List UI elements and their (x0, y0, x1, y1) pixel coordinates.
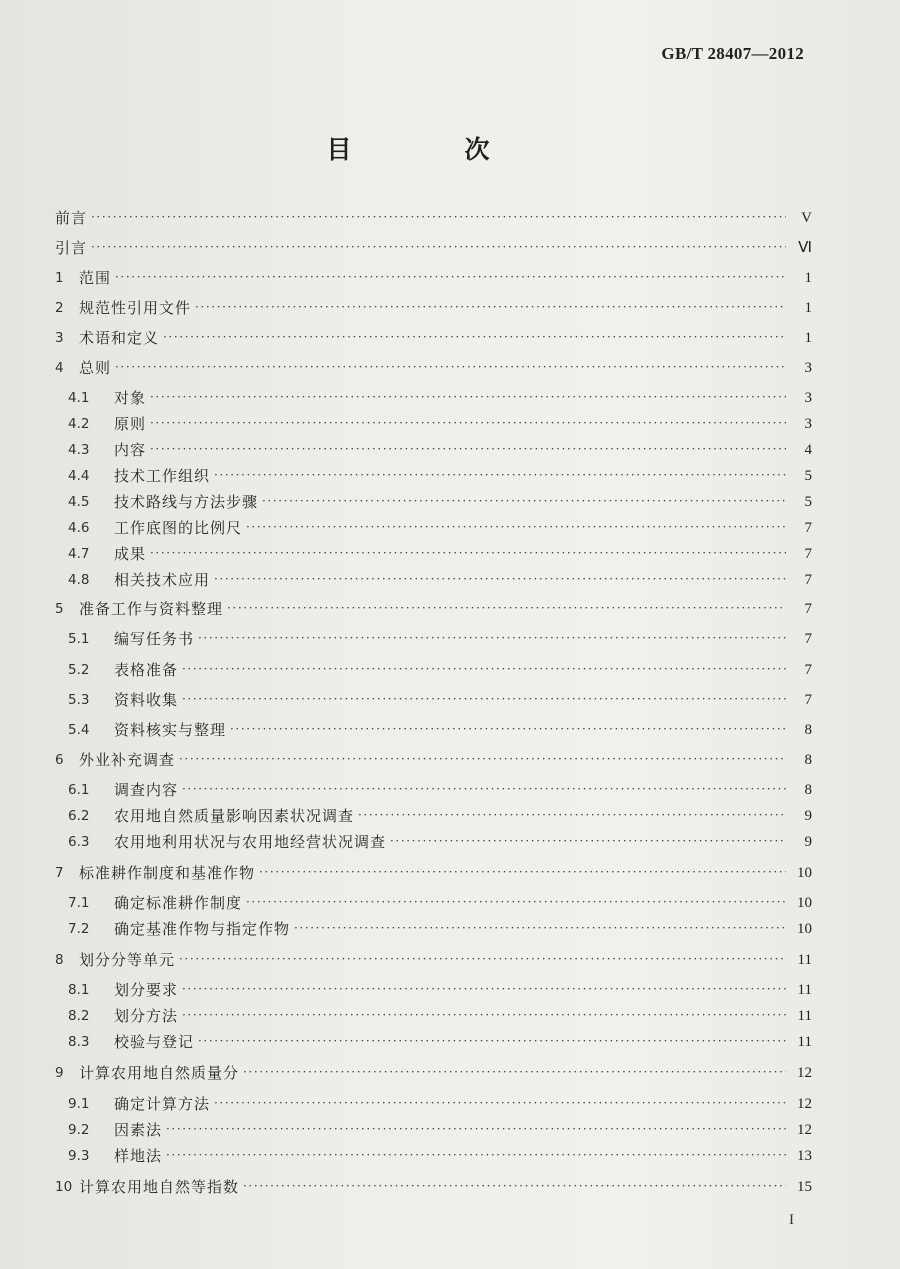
toc-entry-number: 9.2 (68, 1122, 90, 1138)
toc-entry-title: 表格准备 (114, 661, 179, 679)
toc-entry-number: 4.6 (68, 520, 90, 536)
toc-dot-leader (246, 515, 786, 539)
toc-entry-page: 7 (804, 631, 812, 647)
toc-entry-title: 成果 (114, 545, 147, 563)
toc-entry-title: 编写任务书 (114, 630, 195, 648)
toc-entry[interactable] (68, 516, 812, 540)
toc-dot-leader (198, 626, 786, 650)
toc-entry-number: 9 (55, 1065, 64, 1081)
toc-entry-page: V (801, 210, 812, 226)
toc-entry-title: 确定标准耕作制度 (114, 894, 243, 912)
toc-dot-leader (182, 977, 786, 1001)
toc-entry[interactable] (55, 236, 812, 260)
toc-dot-leader (230, 717, 786, 741)
toc-dot-leader (358, 803, 786, 827)
toc-entry-number: 8.2 (68, 1008, 90, 1024)
toc-entry-number: 5.1 (68, 631, 90, 647)
toc-dot-leader (166, 1143, 786, 1167)
toc-entry-number: 4.5 (68, 494, 90, 510)
page-title: 目 次 (326, 135, 534, 164)
toc-entry-title: 技术工作组织 (114, 467, 211, 485)
toc-entry-page: 11 (797, 1008, 812, 1024)
toc-entry-page: 4 (804, 442, 812, 458)
toc-entry[interactable] (68, 1030, 812, 1054)
toc-entry-title: 划分要求 (114, 981, 179, 999)
toc-entry[interactable] (68, 830, 812, 854)
toc-entry-number: 4.3 (68, 442, 90, 458)
toc-dot-leader (262, 489, 786, 513)
toc-entry-title: 调查内容 (114, 781, 179, 799)
toc-entry[interactable] (68, 978, 812, 1002)
toc-entry-page: 1 (804, 300, 812, 316)
toc-entry-page: 10 (797, 921, 812, 937)
toc-entry[interactable] (68, 658, 812, 682)
toc-entry-page: 3 (804, 360, 812, 376)
toc-entry-number: 5.3 (68, 692, 90, 708)
toc-entry-number: 3 (55, 330, 64, 346)
toc-entry-page: 11 (797, 982, 812, 998)
toc-entry-number: 7 (55, 865, 64, 881)
toc-entry-title: 计算农用地自然等指数 (79, 1178, 240, 1196)
toc-entry-page: 9 (804, 808, 812, 824)
toc-dot-leader (243, 1174, 786, 1198)
toc-dot-leader (214, 567, 786, 591)
toc-entry-page: 1 (804, 330, 812, 346)
toc-entry-number: 10 (55, 1179, 73, 1195)
toc-dot-leader (115, 355, 786, 379)
toc-entry-number: 4.7 (68, 546, 90, 562)
toc-entry-number: 5 (55, 601, 64, 617)
toc-dot-leader (179, 947, 786, 971)
toc-entry-number: 7.2 (68, 921, 90, 937)
toc-entry-title: 原则 (114, 415, 147, 433)
toc-entry-page: 13 (797, 1148, 812, 1164)
toc-dot-leader (259, 860, 786, 884)
toc-entry[interactable] (68, 804, 812, 828)
toc-entry-title: 规范性引用文件 (79, 299, 192, 317)
toc-entry[interactable] (68, 1004, 812, 1028)
toc-entry-number: 4.8 (68, 572, 90, 588)
toc-entry-page: 7 (804, 546, 812, 562)
toc-dot-leader (390, 829, 786, 853)
toc-dot-leader (182, 777, 786, 801)
toc-dot-leader (243, 1060, 786, 1084)
toc-entry-number: 4.2 (68, 416, 90, 432)
toc-dot-leader (195, 295, 786, 319)
toc-entry-title: 总则 (79, 359, 112, 377)
page-number: I (789, 1212, 794, 1228)
toc-entry-number: 5.4 (68, 722, 90, 738)
toc-entry-title: 校验与登记 (114, 1033, 195, 1051)
toc-entry[interactable] (68, 1144, 812, 1168)
toc-entry[interactable] (55, 206, 812, 230)
toc-entry-title: 资料收集 (114, 691, 179, 709)
toc-dot-leader (150, 541, 786, 565)
toc-entry[interactable] (55, 266, 812, 290)
toc-entry-number: 8 (55, 952, 64, 968)
toc-entry-page: 7 (804, 662, 812, 678)
toc-entry-title: 外业补充调查 (79, 751, 176, 769)
toc-dot-leader (150, 385, 786, 409)
toc-entry[interactable] (68, 542, 812, 566)
toc-entry-number: 1 (55, 270, 64, 286)
toc-entry-title: 计算农用地自然质量分 (79, 1064, 240, 1082)
toc-dot-leader (214, 1091, 786, 1115)
toc-entry[interactable] (68, 490, 812, 514)
toc-entry[interactable] (68, 688, 812, 712)
toc-entry-number: 2 (55, 300, 64, 316)
toc-entry-page: 12 (797, 1096, 812, 1112)
toc-entry-page: 9 (804, 834, 812, 850)
toc-entry[interactable] (68, 627, 812, 651)
toc-dot-leader (227, 596, 786, 620)
standard-code: GB/T 28407—2012 (661, 44, 804, 63)
toc-entry-page: 11 (797, 1034, 812, 1050)
toc-entry-page: 12 (797, 1122, 812, 1138)
toc-entry-title: 引言 (55, 239, 88, 257)
toc-entry-title: 划分方法 (114, 1007, 179, 1025)
toc-entry-title: 内容 (114, 441, 147, 459)
toc-entry-page: 5 (804, 494, 812, 510)
toc-entry[interactable] (68, 412, 812, 436)
toc-entry[interactable] (68, 718, 812, 742)
toc-dot-leader (182, 657, 786, 681)
toc-entry-title: 样地法 (114, 1147, 163, 1165)
toc-entry-page: 7 (804, 692, 812, 708)
toc-entry-number: 4.4 (68, 468, 90, 484)
toc-entry[interactable] (68, 891, 812, 915)
toc-entry[interactable] (68, 1118, 812, 1142)
toc-entry-page: 3 (804, 416, 812, 432)
toc-entry[interactable] (55, 356, 812, 380)
toc-entry[interactable] (55, 326, 812, 350)
toc-entry-title: 确定基准作物与指定作物 (114, 920, 291, 938)
toc-entry-title: 因素法 (114, 1121, 163, 1139)
toc-dot-leader (182, 687, 786, 711)
toc-entry-number: 5.2 (68, 662, 90, 678)
toc-dot-leader (163, 325, 786, 349)
toc-entry-title: 确定计算方法 (114, 1095, 211, 1113)
toc-dot-leader (115, 265, 786, 289)
toc-entry[interactable] (68, 1092, 812, 1116)
toc-entry[interactable] (55, 597, 812, 621)
toc-entry-number: 6.1 (68, 782, 90, 798)
toc-entry[interactable] (68, 464, 812, 488)
toc-dot-leader (246, 890, 786, 914)
toc-dot-leader (198, 1029, 786, 1053)
toc-entry-number: 4 (55, 360, 64, 376)
toc-entry-page: 7 (804, 601, 812, 617)
toc-entry-title: 范围 (79, 269, 112, 287)
toc-entry-title: 划分分等单元 (79, 951, 176, 969)
toc-entry-page: 10 (797, 865, 812, 881)
toc-entry-page: 8 (804, 722, 812, 738)
toc-entry[interactable] (68, 386, 812, 410)
toc-entry[interactable] (68, 438, 812, 462)
toc-entry[interactable] (68, 568, 812, 592)
toc-entry-page: 3 (804, 390, 812, 406)
toc-entry[interactable] (68, 778, 812, 802)
toc-entry[interactable] (55, 1175, 812, 1199)
toc-entry[interactable] (55, 296, 812, 320)
toc-entry[interactable] (55, 1061, 812, 1085)
toc-entry-title: 前言 (55, 209, 88, 227)
toc-dot-leader (182, 1003, 786, 1027)
toc-entry[interactable] (55, 948, 812, 972)
toc-entry-title: 技术路线与方法步骤 (114, 493, 259, 511)
toc-dot-leader (166, 1117, 786, 1141)
toc-entry-page: 1 (804, 270, 812, 286)
toc-dot-leader (214, 463, 786, 487)
toc-entry-title: 对象 (114, 389, 147, 407)
toc-entry-page: 12 (797, 1065, 812, 1081)
toc-entry-number: 9.3 (68, 1148, 90, 1164)
toc-dot-leader (91, 205, 786, 229)
toc-entry-page: 5 (804, 468, 812, 484)
toc-entry-page: 7 (804, 520, 812, 536)
toc-entry-number: 4.1 (68, 390, 90, 406)
toc-entry-page: 7 (804, 572, 812, 588)
toc-dot-leader (150, 411, 786, 435)
toc-entry-page: 8 (804, 782, 812, 798)
toc-entry-title: 标准耕作制度和基准作物 (79, 864, 256, 882)
toc-entry-title: 工作底图的比例尺 (114, 519, 243, 537)
toc-entry-page: 10 (797, 895, 812, 911)
toc-entry-number: 6 (55, 752, 64, 768)
toc-entry-number: 8.1 (68, 982, 90, 998)
toc-entry[interactable] (68, 917, 812, 941)
toc-dot-leader (91, 235, 786, 259)
toc-entry-title: 准备工作与资料整理 (79, 600, 224, 618)
toc-entry-number: 9.1 (68, 1096, 90, 1112)
toc-entry-title: 相关技术应用 (114, 571, 211, 589)
toc-dot-leader (150, 437, 786, 461)
toc-entry[interactable] (55, 748, 812, 772)
toc-dot-leader (294, 916, 786, 940)
toc-entry-number: 6.3 (68, 834, 90, 850)
toc-entry-page: 8 (804, 752, 812, 768)
toc-entry-title: 术语和定义 (79, 329, 160, 347)
toc-entry-number: 8.3 (68, 1034, 90, 1050)
toc-entry-title: 农用地自然质量影响因素状况调查 (114, 807, 355, 825)
toc-dot-leader (179, 747, 786, 771)
toc-entry-title: 资料核实与整理 (114, 721, 227, 739)
toc-entry-number: 6.2 (68, 808, 90, 824)
toc-entry-number: 7.1 (68, 895, 90, 911)
toc-entry-page: 15 (797, 1179, 812, 1195)
toc-entry-page: Ⅵ (798, 240, 812, 256)
toc-entry-page: 11 (797, 952, 812, 968)
toc-entry[interactable] (55, 861, 812, 885)
toc-entry-title: 农用地利用状况与农用地经营状况调查 (114, 833, 387, 851)
